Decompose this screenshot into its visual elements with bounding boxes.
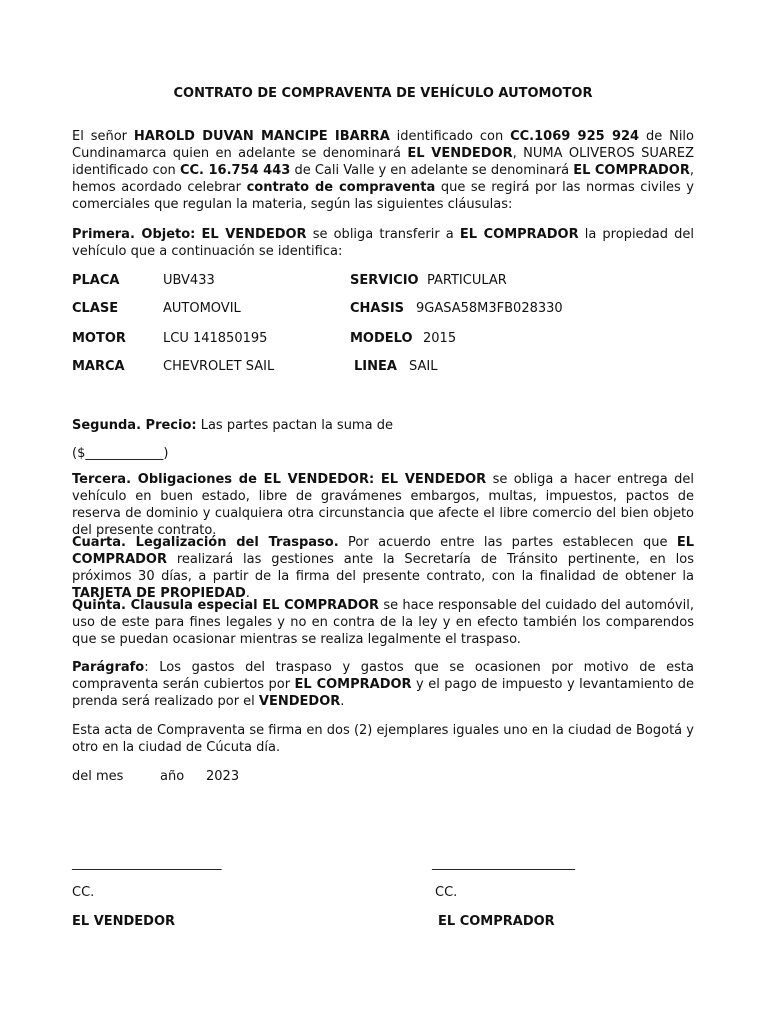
intro-text: de Cali Valle y en adelante se denominará: [290, 163, 574, 178]
clause-text: se hace responsable del cuidado del automóvil, uso de este para fines legales y no en contra de la ley y en efecto también los comparendos que se puedan ocasionar mientras se realiza legalmente el traspaso.: [72, 598, 694, 647]
intro-paragraph: [72, 128, 694, 213]
seller-signature-role: EL VENDEDOR: [72, 914, 176, 929]
clause-tercera: [72, 471, 694, 539]
price-amount: ($____________): [72, 446, 169, 461]
clause-heading: Segunda. Precio:: [72, 418, 197, 433]
buyer-cc: CC.: [435, 885, 458, 900]
vehicle-row-marca: [72, 358, 694, 375]
clause-text: se obliga a hacer entrega del vehículo en buen estado, libre de gravámenes embargos, multas, impuestos, pactos de reserva de dominio y cualquiera otra circunstancia que afecte el libre comercio del bien objeto del presente contrato.: [72, 472, 694, 538]
intro-text: , hemos acordado celebrar: [72, 163, 694, 195]
placa-value: UBV433: [163, 273, 215, 288]
clause-heading: Quinta. Clausula especial EL COMPRADOR: [72, 598, 380, 613]
buyer-id: CC. 16.754 443: [179, 163, 291, 178]
seller-id: CC.1069 925 924: [510, 129, 640, 144]
buyer-role: EL COMPRADOR: [72, 535, 695, 567]
seller-signature-line: _______________________: [72, 856, 222, 871]
clause-text: y el pago de impuesto y levantamiento de prenda será realizado por el: [72, 677, 695, 709]
clase-label: CLASE: [72, 301, 119, 316]
clause-text: .: [245, 586, 250, 601]
clause-segunda: [72, 417, 694, 434]
modelo-label: MODELO: [350, 331, 413, 346]
clause-text: : Los gastos del traspaso y gastos que se ocasionen por motivo de esta compraventa serán cubiertos por: [72, 660, 694, 692]
modelo-value: 2015: [423, 331, 457, 346]
vehicle-row-placa: [72, 272, 694, 289]
clause-text: Por acuerdo entre las partes establecen que: [338, 535, 677, 550]
seller-role: EL VENDEDOR: [407, 146, 513, 161]
intro-text: , NUMA OLIVEROS SUAREZ identificado con: [72, 146, 694, 178]
seller-role: VENDEDOR: [258, 694, 341, 709]
chasis-label: CHASIS: [350, 301, 405, 316]
buyer-role: EL COMPRADOR: [459, 227, 579, 242]
clause-text: realizará las gestiones ante la Secretaría de Tránsito pertinente, en los próximos 30 días, a partir de la firma del presente contrato, con la finalidad de obtener la: [72, 552, 694, 584]
closing-text: Esta acta de Compraventa se firma en dos (2) ejemplares iguales uno en la ciudad de Bogotá y otro en la ciudad de Cúcuta día.: [72, 723, 694, 755]
tarjeta-propiedad: TARJETA DE PROPIEDAD: [72, 586, 246, 601]
marca-label: MARCA: [72, 359, 125, 374]
clause-text: la propiedad del vehículo que a continuación se identifica:: [72, 227, 695, 259]
chasis-value: 9GASA58M3FB028330: [416, 301, 563, 316]
clause-heading: Tercera. Obligaciones de EL VENDEDOR: EL VENDEDOR: [72, 472, 487, 487]
clause-heading: Parágrafo: [72, 660, 145, 675]
clause-heading: Cuarta. Legalización del Traspaso.: [72, 535, 339, 550]
price-blank: [72, 445, 694, 462]
linea-value: SAIL: [409, 359, 438, 374]
clause-text: .: [340, 694, 345, 709]
clause-quinta: [72, 597, 694, 648]
buyer-role: EL COMPRADOR: [573, 163, 690, 178]
servicio-value: PARTICULAR: [427, 273, 507, 288]
vehicle-row-motor: [72, 330, 694, 347]
clause-text: se obliga transferir a: [306, 227, 460, 242]
date-line: [72, 768, 694, 785]
buyer-role: EL COMPRADOR: [294, 677, 412, 692]
clause-heading: Primera. Objeto:: [72, 227, 196, 242]
date-month: del mes: [72, 769, 124, 784]
intro-text: de Nilo Cundinamarca quien en adelante se denominará: [72, 129, 694, 161]
seller-role: EL VENDEDOR: [201, 227, 307, 242]
intro-text: que se regirá por las normas civiles y comerciales que regulan la materia, según las siguientes cláusulas:: [72, 180, 694, 212]
motor-value: LCU 141850195: [163, 331, 268, 346]
motor-label: MOTOR: [72, 331, 126, 346]
seller-name: HAROLD DUVAN MANCIPE IBARRA: [133, 129, 390, 144]
clause-text: Las partes pactan la suma de: [196, 418, 393, 433]
date-year: 2023: [206, 769, 240, 784]
linea-label: LINEA: [354, 359, 397, 374]
closing-paragraph: [72, 722, 694, 756]
buyer-signature-line: ______________________: [432, 856, 575, 871]
vehicle-row-clase: [72, 300, 694, 317]
clause-primera: [72, 226, 694, 260]
placa-label: PLACA: [72, 273, 120, 288]
contract-term: contrato de compraventa: [246, 180, 436, 195]
marca-value: CHEVROLET SAIL: [163, 359, 275, 374]
intro-text: El señor: [72, 129, 134, 144]
seller-cc: CC.: [72, 885, 95, 900]
buyer-signature-role: EL COMPRADOR: [438, 914, 555, 929]
document-title: CONTRATO DE COMPRAVENTA DE VEHÍCULO AUTOMOTOR: [173, 86, 593, 101]
clase-value: AUTOMOVIL: [163, 301, 241, 316]
clause-paragrafo: [72, 659, 694, 710]
intro-text: identificado con: [389, 129, 511, 144]
date-year-label: año: [160, 769, 185, 784]
clause-cuarta: [72, 534, 694, 602]
servicio-label: SERVICIO: [350, 273, 419, 288]
